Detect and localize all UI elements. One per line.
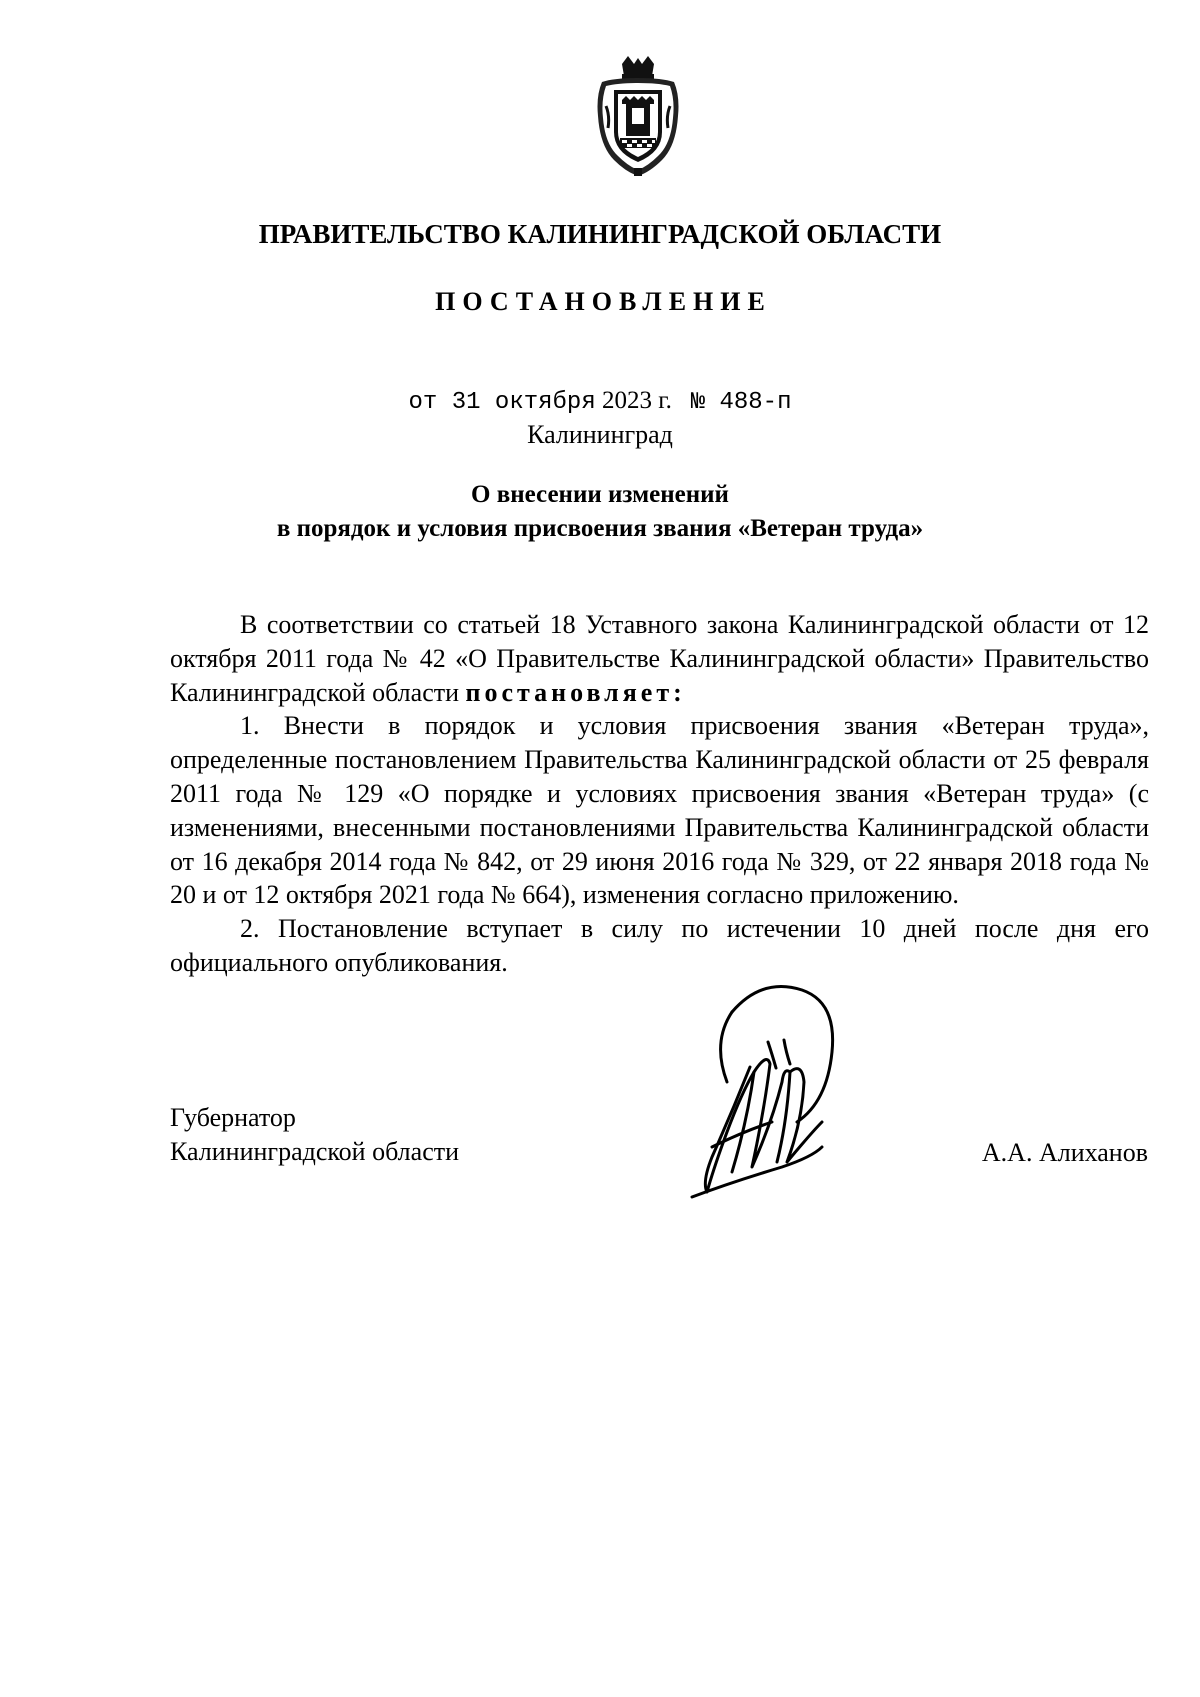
document-body (170, 608, 1149, 980)
document-type: ПОСТАНОВЛЕНИЕ (435, 287, 772, 316)
document-year: 2023 г. (601, 387, 672, 414)
document-number: № 488-п (690, 389, 792, 416)
document-city: Калининград (527, 420, 673, 449)
coat-of-arms-icon (592, 56, 684, 178)
body-item-1: 1. Внести в порядок и условия присвоения звания «Ветеран труда», определенные постановлением Правительства Калининградской области от 25 февраля 2011 года № 129 «О порядке и условиях присвоения звания «Ветеран труда» (с изменениями, внесенными постановлениями Правительства Калининградской области от 16 декабря 2014 года № 842, от 29 июня 2016 года № 329, от 22 января 2018 года № 20 и от 12 октября 2021 года № 664), изменения согласно приложению. (170, 711, 1149, 910)
body-intro-paragraph (170, 608, 1149, 709)
government-title: ПРАВИТЕЛЬСТВО КАЛИНИНГРАДСКОЙ ОБЛАСТИ (258, 219, 942, 249)
decree-word: постановляет: (465, 677, 686, 707)
subject-line-1: О внесении изменений (471, 481, 729, 508)
body-item-2: 2. Постановление вступает в силу по истечении 10 дней после дня его официального опубликования. (170, 914, 1149, 977)
subject-line-2: в порядок и условия присвоения звания «Ветеран труда» (276, 515, 924, 542)
position-line-1: Губернатор (170, 1103, 296, 1132)
position-line-2: Калининградской области (170, 1137, 460, 1166)
date-number-line (0, 384, 1200, 420)
signatory-position (170, 1101, 459, 1169)
signatory-name: А.А. Алиханов (981, 1138, 1148, 1167)
body-intro: В соответствии со статьей 18 Уставного закона Калининградской области от 12 октября 2011 года № 42 «О Правительстве Калининградской области» Правительство Калининградской области (170, 610, 1149, 707)
document-subject (0, 478, 1200, 546)
handwritten-signature-icon (672, 972, 862, 1207)
document-date: от 31 октября (408, 389, 596, 416)
